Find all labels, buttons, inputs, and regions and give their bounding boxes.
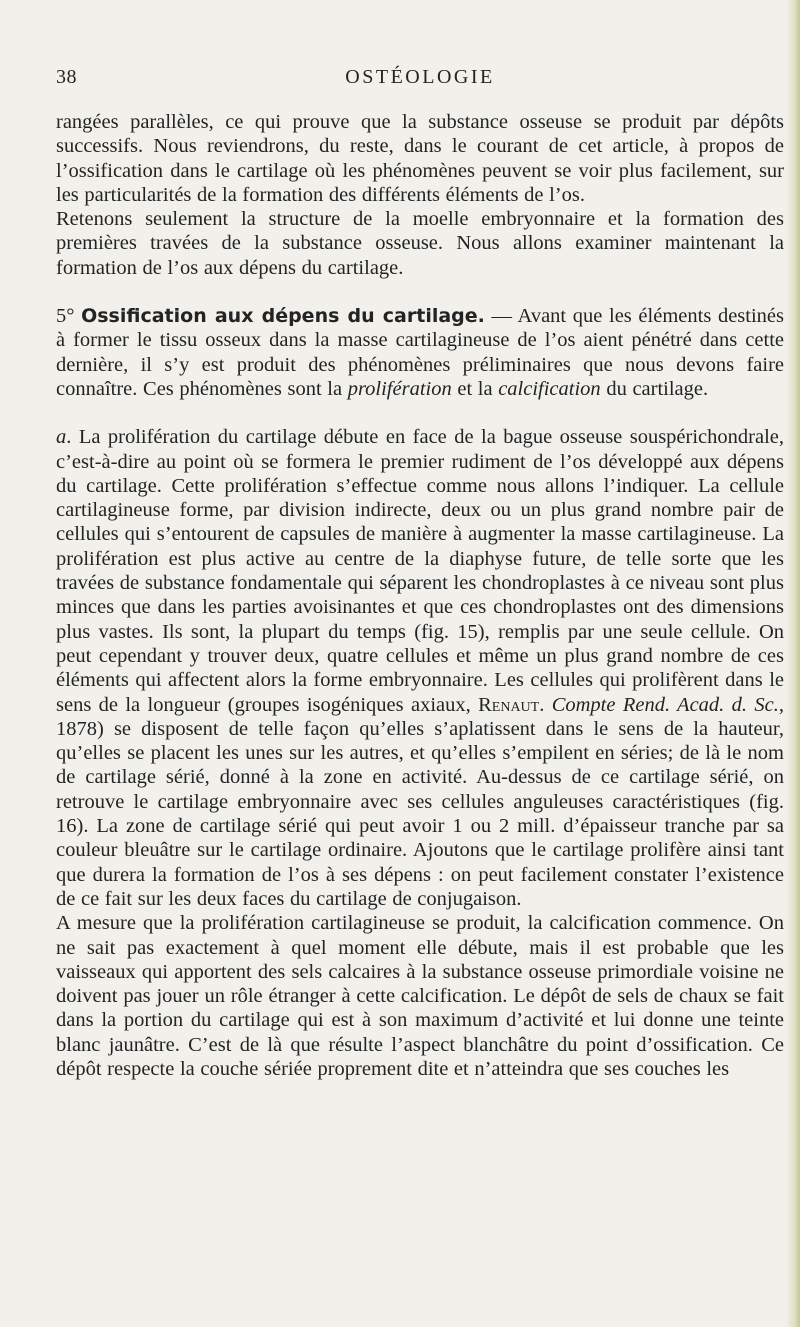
paragraph-4-text-a: . La prolifération du cartilage débute en face de la bague osseuse souspérichondrale, c’est-à-dire au point où se formera le premier rudiment de l’os développé aux dépens du cartilage. Cette prolifération s’effectue comme nous allons l’indiquer. La cellule cartilagineuse forme, par division indirecte, deux ou un plus grand nombre pair de cellules qui s’entourent de capsules de manière à augmenter la masse cartilagineuse. La prolifération est plus active au centre de la diaphyse future, de telle sorte que les travées de substance fondamentale qui séparent les chondroplastes à ce niveau sont plus minces que dans les parties avoisinantes et que ces chondroplastes ont des dimensions plus vastes. Ils sont, la plupart du temps (fig. 15), remplis par une seule cellule. On peut cependant y trouver deux, quatre cellules et même un plus grand nombre de ces éléments qui affectent alors la forme embryonnaire. Les cellules qui prolifèrent dans le sens de la longueur (groupes isogéniques axiaux, (56, 426, 784, 716)
paragraph-5: A mesure que la prolifération cartilagineuse se produit, la calcification commence. On ne sait pas exactement à quel moment elle débute, mais il est probable que les vaisseaux qui apportent des sels calcaires à la substance osseuse primordiale voisine ne doivent pas jouer un rôle étranger à cette calcification. Le dépôt de sels de chaux se fait dans la portion du cartilage qui est à son maximum d’activité et lui donne une teinte blanc jaunâtre. C’est de là que résulte l’aspect blanchâtre du point d’ossification. Ce dépôt respecte la couche sériée proprement dite et n’atteindra que ses couches les (56, 912, 784, 1080)
page-edge-shadow (786, 0, 800, 1327)
item-label-a: a (56, 426, 67, 449)
paragraph-3-text-b: et la (451, 377, 499, 400)
section-heading: Ossification aux dépens du cartilage. (81, 305, 485, 328)
paragraph-3-text-a: — Avant que les éléments destinés à former le tissu osseux dans la masse cartilagineuse de l’os aient pénétré dans cette dernière, il s’y est produit des phénomènes préliminaires que nous devons faire connaître. Ces phénomènes sont la (56, 305, 784, 400)
paragraph-4 (56, 425, 784, 911)
paragraph-4-text-b: . (539, 693, 552, 716)
page-header (56, 66, 784, 96)
citation-title: Compte Rend. Acad. d. Sc. (551, 693, 779, 716)
paragraph-4-text-c: , 1878) se disposent de telle façon qu’elles s’aplatissent dans le sens de la hauteur, qu’elles se placent les unes sur les autres, et qu’elles s’empilent en séries; de là le nom de cartilage sérié, donné à la zone en activité. Au-dessus de ce cartilage sérié, on retrouve le cartilage embryonnaire avec ses cellules anguleuses caractéristiques (fig. 16). La zone de cartilage sérié qui peut avoir 1 ou 2 mill. d’épaisseur tranche par sa couleur bleuâtre sur le cartilage ordinaire. Ajoutons que le cartilage prolifère ainsi tant que durera la formation de l’os à ses dépens : on peut facilement constater l’existence de ce fait sur les deux faces du cartilage de conjugaison. (56, 693, 784, 910)
paragraph-3-text-c: du cartilage. (600, 377, 709, 400)
page-number: 38 (56, 66, 77, 88)
paragraph-2: Retenons seulement la structure de la moelle embryonnaire et la formation des premières travées de la substance osseuse. Nous allons examiner maintenant la formation de l’os aux dépens du cartilage. (56, 208, 784, 279)
running-head: OSTÉOLOGIE (345, 66, 495, 88)
section-number: 5° (56, 305, 82, 328)
body-text (56, 110, 784, 1081)
term-calcification: calcification (498, 377, 601, 400)
paragraph-3 (56, 304, 784, 401)
author-renaut: Renaut (478, 693, 540, 716)
term-proliferation: prolifération (347, 377, 452, 400)
paragraph-1: rangées parallèles, ce qui prouve que la substance osseuse se produit par dépôts successifs. Nous reviendrons, du reste, dans le courant de cet article, à propos de l’ossification dans le cartilage où les phénomènes peuvent se voir plus facilement, sur les particularités de la formation des différents éléments de l’os. (56, 111, 784, 206)
